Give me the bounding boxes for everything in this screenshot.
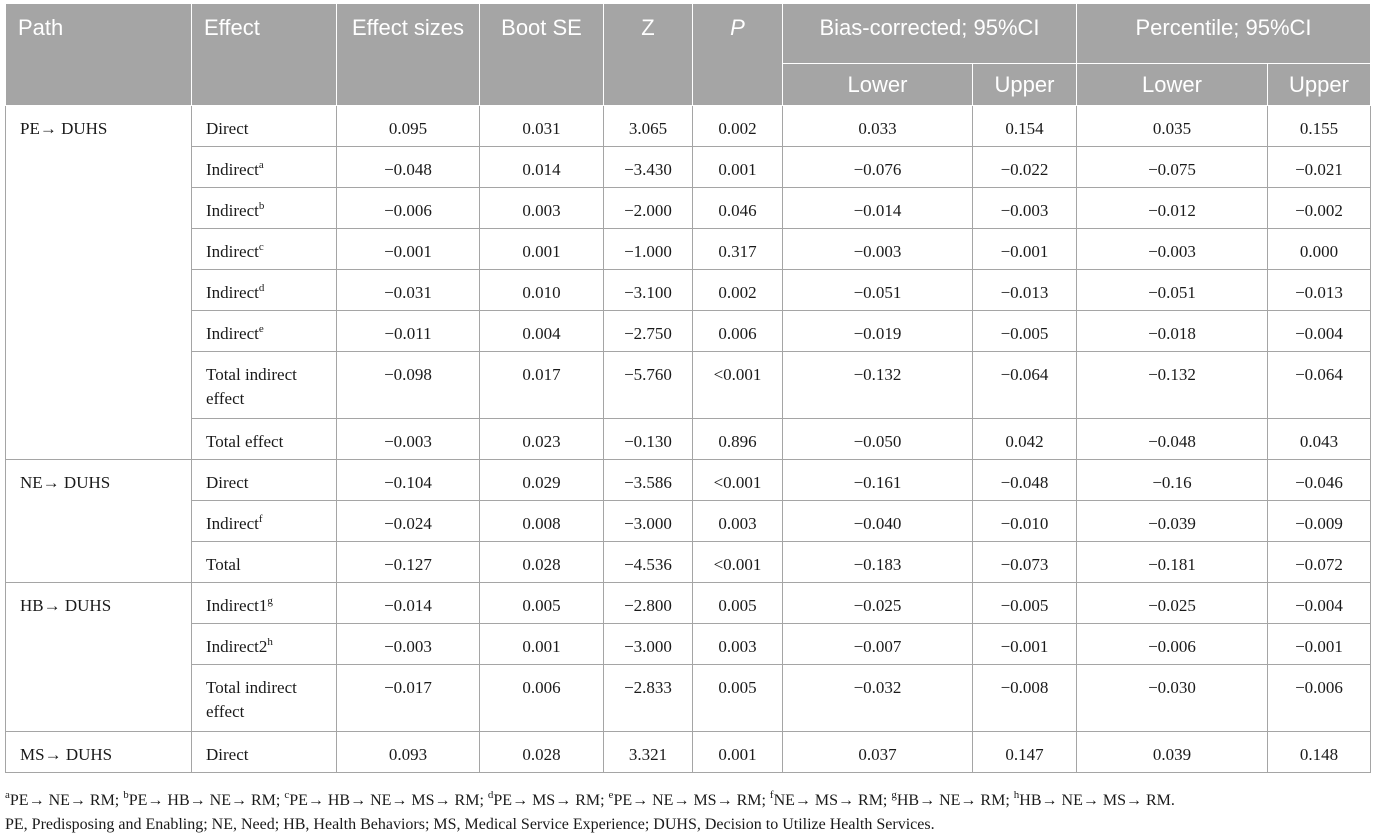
footnote-mark: e xyxy=(608,789,614,801)
value-cell-bcu: −0.010 xyxy=(973,501,1077,542)
footnote-marker: h xyxy=(267,636,273,648)
value-cell-z: −3.000 xyxy=(604,501,693,542)
header-effect: Effect xyxy=(192,4,337,106)
value-cell-pu: −0.006 xyxy=(1268,665,1371,732)
value-cell-pl: −0.181 xyxy=(1077,542,1268,583)
header-pct-lower: Lower xyxy=(1077,64,1268,106)
value-cell-pu: −0.001 xyxy=(1268,624,1371,665)
table-row xyxy=(6,229,1371,270)
footnote-marker: g xyxy=(267,595,273,607)
table-row xyxy=(6,501,1371,542)
footnote-paths xyxy=(5,789,1371,813)
value-cell-p: 0.317 xyxy=(693,229,783,270)
value-cell-es: −0.127 xyxy=(337,542,480,583)
effect-label: Indirect xyxy=(206,242,259,261)
footnote-text: PE→ MS→ RM; xyxy=(493,792,609,809)
header-bc-lower: Lower xyxy=(783,64,973,106)
value-cell-pu: −0.046 xyxy=(1268,460,1371,501)
value-cell-p: 0.896 xyxy=(693,419,783,460)
value-cell-bcu: −0.008 xyxy=(973,665,1077,732)
footnote-mark: c xyxy=(284,789,290,801)
value-cell-bcl: −0.051 xyxy=(783,270,973,311)
value-cell-p: 0.005 xyxy=(693,583,783,624)
value-cell-bcu: 0.154 xyxy=(973,106,1077,147)
value-cell-pl: −0.006 xyxy=(1077,624,1268,665)
value-cell-bcu: −0.005 xyxy=(973,583,1077,624)
value-cell-es: −0.001 xyxy=(337,229,480,270)
value-cell-p: 0.003 xyxy=(693,501,783,542)
value-cell-bcl: −0.014 xyxy=(783,188,973,229)
effect-label: Direct xyxy=(206,119,249,138)
value-cell-se: 0.005 xyxy=(480,583,604,624)
results-table xyxy=(5,3,1371,773)
value-cell-z: −2.750 xyxy=(604,311,693,352)
value-cell-es: 0.095 xyxy=(337,106,480,147)
header-boot-se: Boot SE xyxy=(480,4,604,106)
header-pct-upper: Upper xyxy=(1268,64,1371,106)
footnote-mark: b xyxy=(123,789,129,801)
value-cell-bcu: −0.001 xyxy=(973,624,1077,665)
effect-cell xyxy=(192,147,337,188)
table-row xyxy=(6,188,1371,229)
footnote-text: HB→ NE→ RM; xyxy=(896,792,1014,809)
path-cell: PE→ DUHS xyxy=(6,106,192,460)
value-cell-se: 0.006 xyxy=(480,665,604,732)
value-cell-se: 0.031 xyxy=(480,106,604,147)
value-cell-z: −5.760 xyxy=(604,352,693,419)
footnote-mark: f xyxy=(769,789,774,801)
effect-label: Total indirect effect xyxy=(206,365,297,408)
value-cell-z: −3.100 xyxy=(604,270,693,311)
value-cell-es: −0.031 xyxy=(337,270,480,311)
effect-label: Total effect xyxy=(206,432,284,451)
value-cell-pl: −0.003 xyxy=(1077,229,1268,270)
value-cell-bcu: −0.048 xyxy=(973,460,1077,501)
header-p: P xyxy=(693,4,783,106)
value-cell-pl: −0.025 xyxy=(1077,583,1268,624)
effect-cell xyxy=(192,583,337,624)
value-cell-es: −0.098 xyxy=(337,352,480,419)
value-cell-z: 3.321 xyxy=(604,732,693,773)
effect-cell xyxy=(192,665,337,732)
value-cell-bcl: −0.076 xyxy=(783,147,973,188)
effect-label: Total xyxy=(206,555,241,574)
effect-cell xyxy=(192,270,337,311)
value-cell-pu: −0.013 xyxy=(1268,270,1371,311)
footnote-mark: g xyxy=(891,789,897,801)
table-body xyxy=(6,106,1371,773)
table-row xyxy=(6,583,1371,624)
value-cell-bcu: −0.064 xyxy=(973,352,1077,419)
footnote-mark: d xyxy=(487,789,494,801)
value-cell-p: 0.005 xyxy=(693,665,783,732)
value-cell-z: −3.430 xyxy=(604,147,693,188)
value-cell-es: −0.003 xyxy=(337,419,480,460)
value-cell-p: 0.001 xyxy=(693,732,783,773)
value-cell-bcu: 0.042 xyxy=(973,419,1077,460)
value-cell-pl: −0.075 xyxy=(1077,147,1268,188)
value-cell-bcl: −0.032 xyxy=(783,665,973,732)
value-cell-pu: −0.021 xyxy=(1268,147,1371,188)
effect-label: Indirect1 xyxy=(206,596,268,615)
effect-label: Direct xyxy=(206,745,249,764)
value-cell-pl: −0.039 xyxy=(1077,501,1268,542)
value-cell-z: −2.800 xyxy=(604,583,693,624)
value-cell-p: 0.002 xyxy=(693,270,783,311)
table-row xyxy=(6,624,1371,665)
table-row xyxy=(6,106,1371,147)
footnote-text: HB→ NE→ MS→ RM. xyxy=(1019,792,1175,809)
effect-label: Indirect2 xyxy=(206,637,268,656)
value-cell-z: −3.586 xyxy=(604,460,693,501)
effect-cell xyxy=(192,188,337,229)
value-cell-z: −1.000 xyxy=(604,229,693,270)
value-cell-pl: −0.16 xyxy=(1077,460,1268,501)
value-cell-bcu: −0.003 xyxy=(973,188,1077,229)
effect-cell xyxy=(192,501,337,542)
value-cell-se: 0.008 xyxy=(480,501,604,542)
value-cell-p: 0.002 xyxy=(693,106,783,147)
value-cell-bcl: −0.025 xyxy=(783,583,973,624)
value-cell-es: −0.003 xyxy=(337,624,480,665)
value-cell-es: −0.017 xyxy=(337,665,480,732)
value-cell-pu: −0.004 xyxy=(1268,311,1371,352)
footnote-text: PE→ HB→ NE→ MS→ RM; xyxy=(289,792,488,809)
value-cell-bcl: −0.132 xyxy=(783,352,973,419)
table-row xyxy=(6,542,1371,583)
value-cell-es: −0.024 xyxy=(337,501,480,542)
footnote-marker: a xyxy=(258,159,264,171)
value-cell-pu: −0.002 xyxy=(1268,188,1371,229)
value-cell-se: 0.023 xyxy=(480,419,604,460)
value-cell-z: −4.536 xyxy=(604,542,693,583)
value-cell-bcu: −0.073 xyxy=(973,542,1077,583)
value-cell-p: 0.006 xyxy=(693,311,783,352)
header-effect-sizes: Effect sizes xyxy=(337,4,480,106)
value-cell-se: 0.003 xyxy=(480,188,604,229)
header-bc-upper: Upper xyxy=(973,64,1077,106)
effect-cell xyxy=(192,352,337,419)
value-cell-pu: −0.072 xyxy=(1268,542,1371,583)
value-cell-es: 0.093 xyxy=(337,732,480,773)
effect-cell xyxy=(192,460,337,501)
value-cell-z: −0.130 xyxy=(604,419,693,460)
value-cell-pu: 0.148 xyxy=(1268,732,1371,773)
value-cell-pl: 0.039 xyxy=(1077,732,1268,773)
value-cell-bcu: −0.005 xyxy=(973,311,1077,352)
value-cell-bcu: −0.013 xyxy=(973,270,1077,311)
effect-cell xyxy=(192,542,337,583)
effect-label: Direct xyxy=(206,473,249,492)
value-cell-pl: −0.132 xyxy=(1077,352,1268,419)
value-cell-es: −0.014 xyxy=(337,583,480,624)
effect-cell xyxy=(192,419,337,460)
footnote-abbreviations: PE, Predisposing and Enabling; NE, Need; HB, Health Behaviors; MS, Medical Service Experience; DUHS, Decision to Utilize Health Services. xyxy=(5,816,935,833)
header-path: Path xyxy=(6,4,192,106)
value-cell-pl: −0.018 xyxy=(1077,311,1268,352)
footnote-marker: e xyxy=(258,323,264,335)
footnote-marker: b xyxy=(258,200,265,212)
value-cell-bcl: 0.037 xyxy=(783,732,973,773)
footnote-marker: c xyxy=(258,241,264,253)
effect-cell xyxy=(192,624,337,665)
footnote-text: PE→ NE→ MS→ RM; xyxy=(613,792,770,809)
effect-label: Indirect xyxy=(206,160,259,179)
footnote-text: PE→ NE→ RM; xyxy=(9,792,124,809)
value-cell-pu: −0.004 xyxy=(1268,583,1371,624)
value-cell-z: −3.000 xyxy=(604,624,693,665)
value-cell-bcl: −0.019 xyxy=(783,311,973,352)
value-cell-pu: 0.043 xyxy=(1268,419,1371,460)
value-cell-bcl: 0.033 xyxy=(783,106,973,147)
value-cell-bcl: −0.003 xyxy=(783,229,973,270)
footnote-text: NE→ MS→ RM; xyxy=(773,792,892,809)
value-cell-p: <0.001 xyxy=(693,542,783,583)
value-cell-p: <0.001 xyxy=(693,460,783,501)
value-cell-se: 0.028 xyxy=(480,542,604,583)
path-cell: NE→ DUHS xyxy=(6,460,192,583)
table-row xyxy=(6,352,1371,419)
table-row xyxy=(6,311,1371,352)
effect-label: Indirect xyxy=(206,283,259,302)
value-cell-pl: −0.048 xyxy=(1077,419,1268,460)
table-row xyxy=(6,270,1371,311)
effect-cell xyxy=(192,311,337,352)
path-cell: HB→ DUHS xyxy=(6,583,192,732)
footnote-mark: h xyxy=(1013,789,1020,801)
effect-label: Total indirect effect xyxy=(206,678,297,721)
header-bias-corrected: Bias-corrected; 95%CI xyxy=(783,4,1077,64)
footnote-marker: f xyxy=(258,513,263,525)
value-cell-se: 0.004 xyxy=(480,311,604,352)
effect-cell xyxy=(192,106,337,147)
table-row xyxy=(6,732,1371,773)
value-cell-p: 0.003 xyxy=(693,624,783,665)
header-z: Z xyxy=(604,4,693,106)
table-row xyxy=(6,460,1371,501)
value-cell-se: 0.001 xyxy=(480,624,604,665)
value-cell-se: 0.029 xyxy=(480,460,604,501)
value-cell-bcu: −0.022 xyxy=(973,147,1077,188)
value-cell-p: 0.001 xyxy=(693,147,783,188)
value-cell-es: −0.048 xyxy=(337,147,480,188)
table-row xyxy=(6,665,1371,732)
value-cell-pl: −0.012 xyxy=(1077,188,1268,229)
effect-label: Indirect xyxy=(206,514,259,533)
footnote-mark: a xyxy=(5,789,10,801)
value-cell-bcl: −0.161 xyxy=(783,460,973,501)
effect-label: Indirect xyxy=(206,201,259,220)
value-cell-se: 0.010 xyxy=(480,270,604,311)
value-cell-pl: −0.051 xyxy=(1077,270,1268,311)
value-cell-se: 0.028 xyxy=(480,732,604,773)
value-cell-se: 0.001 xyxy=(480,229,604,270)
value-cell-pu: −0.064 xyxy=(1268,352,1371,419)
value-cell-z: −2.833 xyxy=(604,665,693,732)
value-cell-es: −0.006 xyxy=(337,188,480,229)
value-cell-p: 0.046 xyxy=(693,188,783,229)
value-cell-es: −0.011 xyxy=(337,311,480,352)
value-cell-bcl: −0.050 xyxy=(783,419,973,460)
header-percentile: Percentile; 95%CI xyxy=(1077,4,1371,64)
effect-label: Indirect xyxy=(206,324,259,343)
path-cell: MS→ DUHS xyxy=(6,732,192,773)
value-cell-bcu: −0.001 xyxy=(973,229,1077,270)
value-cell-pl: −0.030 xyxy=(1077,665,1268,732)
value-cell-pl: 0.035 xyxy=(1077,106,1268,147)
value-cell-p: <0.001 xyxy=(693,352,783,419)
value-cell-bcl: −0.040 xyxy=(783,501,973,542)
table-footnotes xyxy=(5,789,1371,837)
value-cell-pu: 0.000 xyxy=(1268,229,1371,270)
value-cell-bcl: −0.183 xyxy=(783,542,973,583)
value-cell-z: 3.065 xyxy=(604,106,693,147)
value-cell-bcl: −0.007 xyxy=(783,624,973,665)
footnote-marker: d xyxy=(258,282,265,294)
value-cell-pu: −0.009 xyxy=(1268,501,1371,542)
value-cell-se: 0.017 xyxy=(480,352,604,419)
value-cell-z: −2.000 xyxy=(604,188,693,229)
value-cell-bcu: 0.147 xyxy=(973,732,1077,773)
value-cell-se: 0.014 xyxy=(480,147,604,188)
footnote-text: PE→ HB→ NE→ RM; xyxy=(128,792,285,809)
table-row xyxy=(6,147,1371,188)
value-cell-es: −0.104 xyxy=(337,460,480,501)
value-cell-pu: 0.155 xyxy=(1268,106,1371,147)
table-row xyxy=(6,419,1371,460)
effect-cell xyxy=(192,732,337,773)
effect-cell xyxy=(192,229,337,270)
